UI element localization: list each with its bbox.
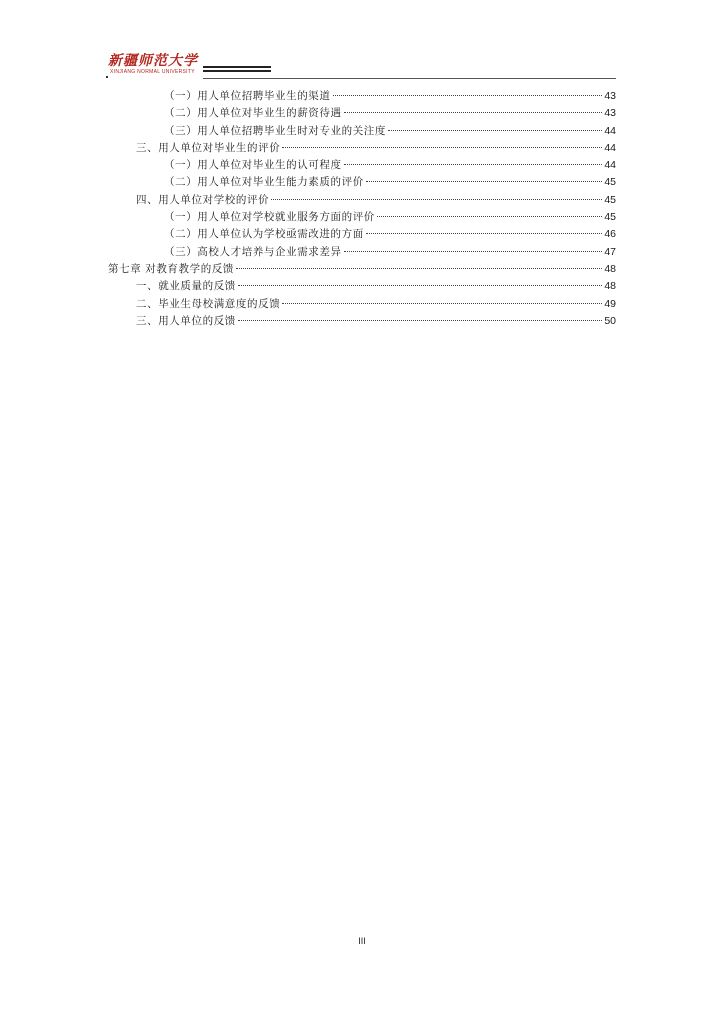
toc-entry[interactable] <box>108 261 616 278</box>
toc-entry[interactable] <box>108 278 616 295</box>
toc-entry-label: 三、用人单位对毕业生的评价 <box>136 141 281 154</box>
toc-dot-leader <box>271 199 602 200</box>
toc-entry[interactable] <box>108 296 616 313</box>
page-header <box>108 50 616 82</box>
toc-entry-page: 44 <box>604 159 616 172</box>
toc-entry-page: 43 <box>604 90 616 102</box>
header-rule <box>203 78 616 79</box>
toc-entry-label: 三、用人单位的反馈 <box>136 314 236 327</box>
toc-entry-page: 43 <box>604 107 616 120</box>
toc-dot-leader <box>282 303 602 304</box>
toc-entry-label: （一）用人单位对学校就业服务方面的评价 <box>164 211 375 224</box>
logo-dot <box>106 76 108 78</box>
toc-entry-page: 49 <box>604 297 616 310</box>
toc-entry[interactable] <box>108 244 616 261</box>
logo-english-text: XINJIANG NORMAL UNIVERSITY <box>110 69 195 75</box>
toc-dot-leader <box>333 95 603 96</box>
toc-entry[interactable] <box>108 123 616 140</box>
toc-entry[interactable] <box>108 226 616 243</box>
toc-dot-leader <box>282 147 602 148</box>
toc-dot-leader <box>344 112 603 113</box>
toc-entry-label: 二、毕业生母校满意度的反馈 <box>136 297 281 310</box>
table-of-contents <box>108 88 616 330</box>
toc-dot-leader <box>344 164 603 165</box>
toc-entry-page: 50 <box>604 314 616 327</box>
toc-entry-label: （三）用人单位招聘毕业生时对专业的关注度 <box>164 124 386 137</box>
university-logo <box>108 50 200 80</box>
toc-dot-leader <box>344 251 603 252</box>
toc-dot-leader <box>377 216 602 217</box>
toc-entry-label: 第七章 对教育教学的反馈 <box>108 262 235 275</box>
toc-entry[interactable] <box>108 157 616 174</box>
toc-entry-label: （二）用人单位对毕业生的薪资待遇 <box>164 107 342 120</box>
header-bar-top <box>203 66 271 68</box>
logo-chinese-text: 新疆师范大学 <box>108 53 198 69</box>
toc-entry-label: 四、用人单位对学校的评价 <box>136 193 270 206</box>
toc-entry[interactable] <box>108 140 616 157</box>
toc-entry-label: （二）用人单位对毕业生能力素质的评价 <box>164 176 364 189</box>
toc-entry-label: （一）用人单位招聘毕业生的渠道 <box>164 90 331 102</box>
toc-dot-leader <box>238 320 602 321</box>
toc-entry[interactable] <box>108 192 616 209</box>
toc-entry[interactable] <box>108 88 616 105</box>
toc-entry-page: 45 <box>604 211 616 224</box>
toc-entry-page: 44 <box>604 141 616 154</box>
toc-entry-label: （一）用人单位对毕业生的认可程度 <box>164 159 342 172</box>
toc-entry[interactable] <box>108 313 616 330</box>
toc-entry-page: 48 <box>604 262 616 275</box>
header-double-bar <box>203 66 271 74</box>
toc-entry[interactable] <box>108 105 616 122</box>
toc-entry-page: 44 <box>604 124 616 137</box>
toc-entry-page: 45 <box>604 176 616 189</box>
toc-entry[interactable] <box>108 209 616 226</box>
toc-dot-leader <box>388 130 602 131</box>
toc-entry-page: 47 <box>604 245 616 258</box>
toc-entry-label: 一、就业质量的反馈 <box>136 280 236 293</box>
toc-dot-leader <box>236 268 602 269</box>
header-bar-bottom <box>203 70 271 72</box>
toc-entry-label: （二）用人单位认为学校亟需改进的方面 <box>164 228 364 241</box>
page-number: III <box>358 936 366 946</box>
toc-dot-leader <box>366 181 603 182</box>
toc-entry[interactable] <box>108 174 616 191</box>
toc-entry-page: 45 <box>604 193 616 206</box>
toc-entry-page: 48 <box>604 280 616 293</box>
toc-entry-label: （三）高校人才培养与企业需求差异 <box>164 245 342 258</box>
toc-dot-leader <box>366 233 603 234</box>
toc-dot-leader <box>238 285 602 286</box>
toc-entry-page: 46 <box>604 228 616 241</box>
